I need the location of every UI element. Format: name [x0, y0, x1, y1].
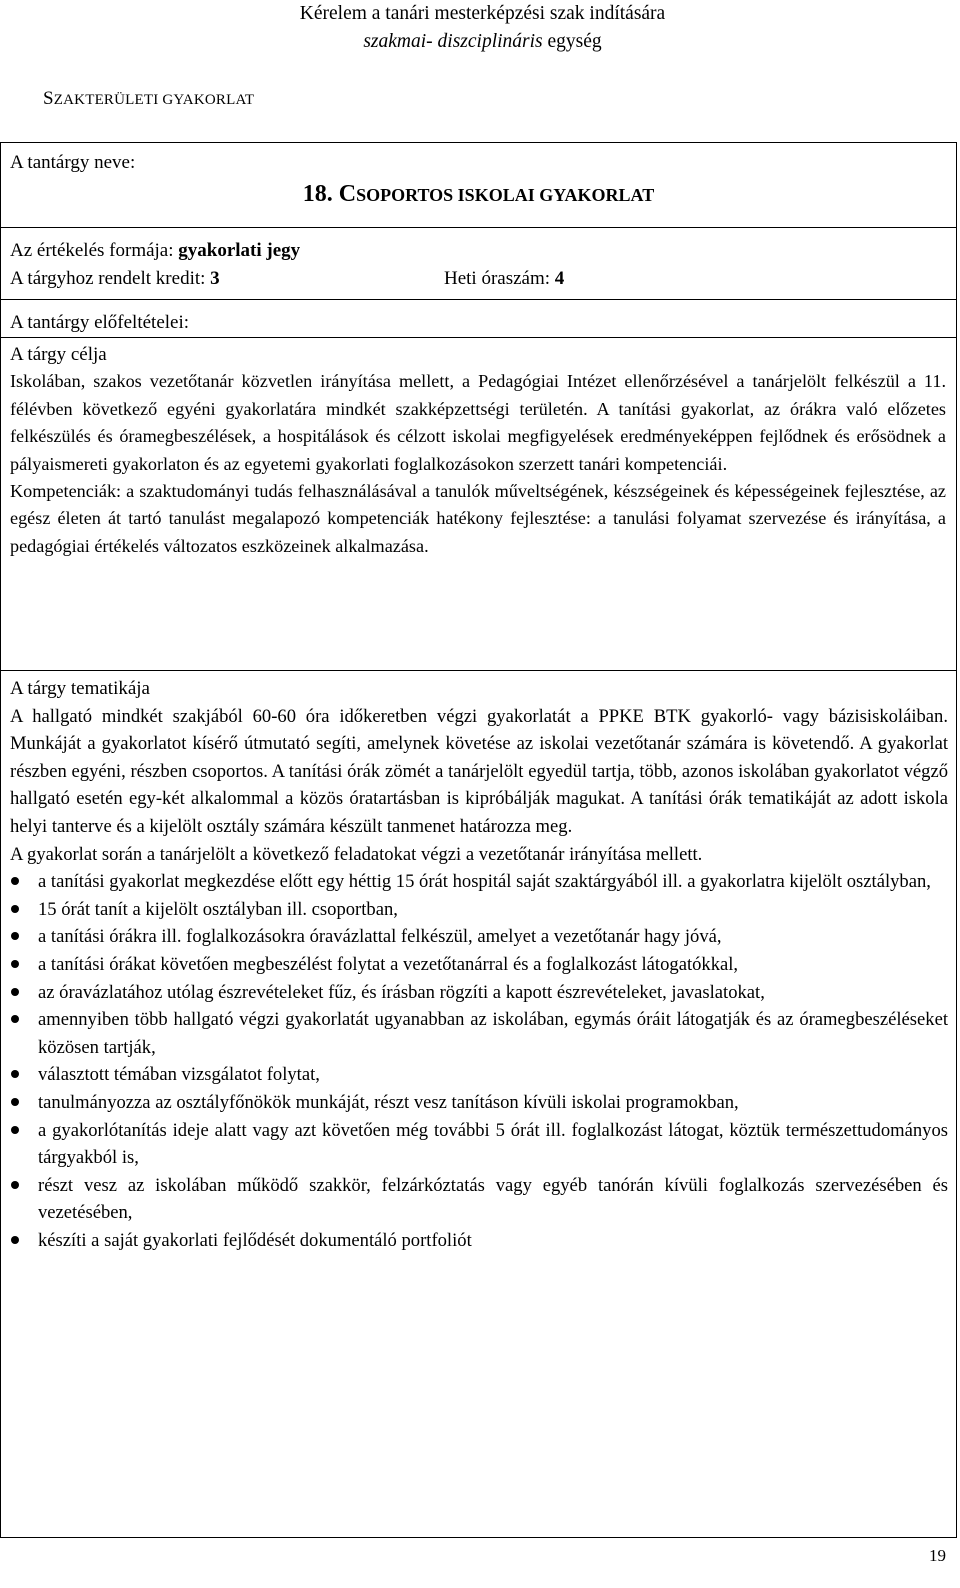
hours-value: 4 [554, 268, 565, 289]
task-list [10, 868, 948, 1254]
goal-paragraph: Kompetenciák: a szaktudományi tudás felhasználásával a tanulók műveltségének, készségeinek és képességeinek fejlesztése, az egész életen át tartó tanulást megalapozó kompetenciák hatékony fejlesztése: a tanulási folyamat szervezése és irányítása, a pedagógiai értékelés változatos eszközeinek alkalmazása. [10, 481, 946, 556]
list-item: a gyakorlótanítás ideje alatt vagy azt követően még további 5 órát ill. foglalkozást látogat, köztük természettudományos tárgyakból is, [10, 1117, 948, 1172]
course-name-initial: C [338, 181, 357, 207]
list-item: az óravázlatához utólag észrevételeket fűz, és írásban rögzíti a kapott észrevételeket, javaslatokat, [10, 979, 948, 1007]
course-name [1, 181, 956, 208]
list-item: részt vesz az iskolában működő szakkör, felzárkóztatás vagy egyéb tanórán kívüli foglalkozás szervezésében és vezetésében, [10, 1172, 948, 1227]
page-number: 19 [929, 1546, 946, 1565]
list-item: a tanítási órákat követően megbeszélést folytat a vezetőtanárral és a foglalkozást látogatókkal, [10, 951, 948, 979]
evaluation-label: Az értékelés formája: [10, 240, 179, 261]
topic-section [10, 675, 948, 1254]
list-item: választott témában vizsgálatot folytat, [10, 1061, 948, 1089]
section-title-initial: S [43, 88, 54, 109]
evaluation-form [10, 237, 300, 264]
list-item: amennyiben több hallgató végzi gyakorlatát ugyanabban az iskolában, egymás óráit látogatják és az óramegbeszéléseket közösen tartják, [10, 1006, 948, 1061]
prerequisites-label: A tantárgy előfeltételei: [10, 312, 190, 333]
course-number: 18. [302, 181, 339, 207]
list-item: készíti a saját gyakorlati fejlődését dokumentáló portfoliót [10, 1227, 948, 1255]
header-subtitle [255, 28, 710, 56]
section-title-rest: ZAKTERÜLETI GYAKORLAT [53, 92, 255, 108]
topic-paragraph: A gyakorlat során a tanárjelölt a következő feladatokat végzi a vezetőtanár irányítása mellett. [10, 843, 703, 865]
weekly-hours [444, 265, 564, 292]
section-title [43, 88, 254, 110]
course-name-label: A tantárgy neve: [10, 152, 136, 173]
goal-paragraph: Iskolában, szakos vezetőtanár közvetlen irányítása mellett, a Pedagógiai Intézet ellenőrzésével a tanárjelölt felkészül a 11. félévben következő egyéni gyakorlatára mindkét szakképzettségi területén. A tanítási gyakorlat, az órákra való előzetes felkészülés és óramegbeszélések, a hospitálások és célzott iskolai megfigyelések eredményeképpen fejlődnek és erősödnek a pályaismereti gyakorlaton és az egyetemi gyakorlati foglalkozásokon szerzett tanári kompetenciái. [10, 371, 946, 474]
topic-paragraph: A hallgató mindkét szakjából 60-60 óra időkeretben végzi gyakorlatát a PPKE BTK gyakorló- vagy bázisiskoláiban. Munkáját a gyakorlatot kísérő útmutató segíti, amelynek követése az iskolai vezetőtanár számára is követendő. A gyakorlat részben egyéni, részben csoportos. A tanítási órák zömét a tanárjelölt egyedül tartja, több, azonos iskolában gyakorlatot végző hallgató esetén egy-két alkalommal a közös óratartásban is kipróbálják magukat. A tanítási órák tematikáját az adott iskola helyi tanterve és a kijelölt osztály számára készült tanmenet határozza meg. [10, 705, 948, 837]
topic-title: A tárgy tematikája [10, 678, 150, 699]
header-title: Kérelem a tanári mesterképzési szak indítására [299, 3, 666, 24]
course-name-rest: SOPORTOS ISKOLAI GYAKORLAT [356, 185, 655, 205]
list-item: a tanítási gyakorlat megkezdése előtt egy héttig 15 órát hospitál saját szaktárgyából ill. a gyakorlatra kijelölt osztályban, [10, 868, 948, 896]
credit [10, 265, 220, 292]
hours-label: Heti óraszám: [444, 268, 555, 289]
list-item: tanulmányozza az osztályfőnökök munkáját, részt vesz tanításon kívüli iskolai programokban, [10, 1089, 948, 1117]
evaluation-value: gyakorlati jegy [178, 240, 301, 261]
header-subtitle-italic: szakmai- diszciplináris [363, 31, 543, 52]
goal-title: A tárgy célja [10, 344, 107, 365]
course-description-box [0, 142, 957, 1538]
list-item: a tanítási órákra ill. foglalkozásokra óravázlattal felkészül, amelyet a vezetőtanár hagy jóvá, [10, 923, 948, 951]
credit-value: 3 [210, 268, 220, 289]
goal-section [10, 341, 946, 560]
course-name-row [1, 143, 956, 228]
document-header [255, 0, 710, 56]
credit-label: A tárgyhoz rendelt kredit: [10, 268, 211, 289]
header-subtitle-normal: egység [542, 31, 602, 52]
list-item: 15 órát tanít a kijelölt osztályban ill. csoportban, [10, 896, 948, 924]
